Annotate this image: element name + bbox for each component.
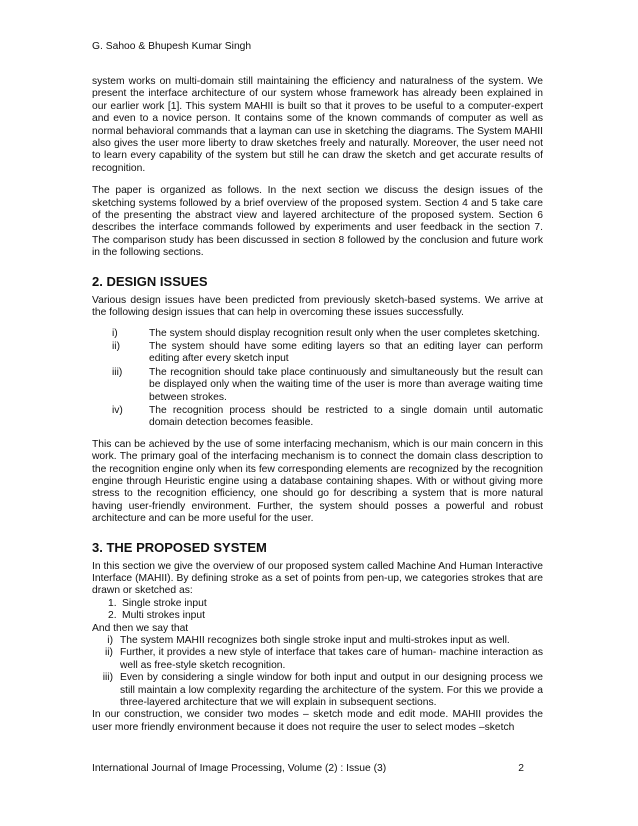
then-line: And then we say that [92, 622, 189, 634]
list-item-text: The recognition process should be restricted to a single domain until automatic domain detection becomes feasible. [149, 404, 543, 429]
list-item [92, 341, 543, 366]
section-2-closing: This can be achieved by the use of some interfacing mechanism, which is our main concern in this work. The primary goal of the interfacing mechanism is to connect the domain class description to the recognition engine only when its few corresponding elements are recognized by the recognition engine through Heuristic engine using a database containing shapes. With or without giving more stress to the recognition efficiency, one should go for describing a system that is more natural having user-friendly environment. Further, the system should posses a powerful and robust architecture and can be more useful for the user. [92, 438, 543, 525]
list-item [92, 635, 543, 647]
list-item-text: The recognition should take place continuously and simultaneously but the result can be displayed only when the waiting time of the user is more than average waiting time between strokes. [149, 366, 543, 403]
list-item-text: Even by considering a single window for both input and output in our designing process we still maintain a low complexity regarding the architecture of the system. For this we provide a three-layered architecture that we will explain in subsequent sections. [120, 672, 543, 709]
list-item-text: Multi strokes input [122, 610, 205, 622]
list-item-text: Further, it provides a new style of interface that takes care of human- machine interaction as well as free-style sketch recognition. [120, 647, 543, 671]
list-item-text: Single stroke input [122, 597, 207, 609]
body-text [92, 76, 543, 734]
system-claims-list [92, 635, 543, 709]
intro-paragraph-1: system works on multi-domain still maintaining the efficiency and naturalness of the system. We present the interface architecture of our system whose framework has already been explained in our earlier work [1]. This system MAHII is built so that it proves to be useful to a computer-expert and even to a novice person. It contains some of the known commands of computer as well as normal behavioral commands that a layman can use in sketching the diagrams. The System MAHII also gives the user more liberty to draw sketches freely and naturally. Moreover, the user need not to learn every capability of the system but still he can draw the sketch and get accurate results of recognition. [92, 76, 543, 174]
section-3-heading: 3. THE PROPOSED SYSTEM [92, 539, 267, 555]
list-marker: iv) [112, 404, 123, 416]
list-marker: 1. [108, 597, 117, 609]
section-3-intro: In this section we give the overview of our proposed system called Machine And Human Interactive Interface (MAHII). By defining stroke as a set of points from pen-up, we categories strokes that are drawn or sketched as: [92, 560, 543, 597]
list-item [92, 672, 543, 709]
list-marker: ii) [112, 340, 121, 352]
stroke-types-list [92, 598, 543, 623]
intro-paragraph-2: The paper is organized as follows. In the next section we discuss the design issues of the sketching systems followed by a brief overview of the proposed system. Section 4 and 5 take care of the presenting the abstract view and layered architecture of the proposed system. Section 6 describes the interface commands followed by experiments and user feedback in the section 7. The comparison study has been discussed in section 8 followed by the conclusion and future work in the following sections. [92, 185, 543, 259]
section-2-intro: Various design issues have been predicted from previously sketch-based systems. We arrive at the following design issues that can help in overcoming these issues successfully. [92, 294, 543, 319]
journal-citation: International Journal of Image Processing, Volume (2) : Issue (3) [92, 763, 387, 774]
page-footer [92, 762, 524, 775]
list-marker: i) [107, 635, 113, 647]
list-item-text: The system should display recognition result only when the user completes sketching. [149, 327, 540, 339]
list-marker: iii) [112, 366, 123, 378]
list-item [92, 598, 543, 610]
section-2-heading: 2. DESIGN ISSUES [92, 273, 208, 289]
running-head: G. Sahoo & Bhupesh Kumar Singh [92, 41, 252, 52]
list-item [92, 367, 543, 404]
list-marker: 2. [108, 610, 117, 622]
list-marker: iii) [102, 672, 113, 684]
list-item [92, 328, 543, 340]
list-item-text: The system should have some editing layers so that an editing layer can perform editing after every sketch input [149, 340, 543, 365]
list-item [92, 405, 543, 430]
list-item [92, 610, 543, 622]
design-issues-list [92, 328, 543, 430]
list-marker: i) [112, 327, 118, 339]
section-3-closing: In our construction, we consider two modes – sketch mode and edit mode. MAHII provides the user more friendly environment because it does not require the user to select modes –sketch [92, 709, 543, 733]
list-item-text: The system MAHII recognizes both single stroke input and multi-strokes input as well. [120, 635, 510, 647]
list-marker: ii) [104, 647, 113, 659]
page-number: 2 [518, 763, 524, 774]
list-item [92, 647, 543, 672]
